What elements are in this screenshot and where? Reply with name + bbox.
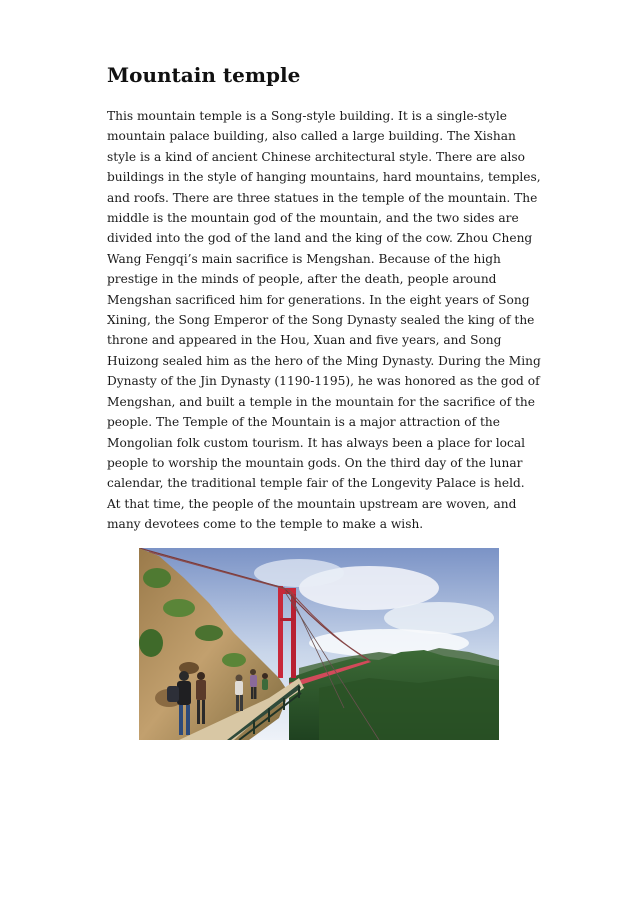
paragraph-line: divided into the god of the land and the king of the cow. Zhou Cheng xyxy=(107,231,533,246)
paragraph-line: Huizong sealed him as the hero of the Ming Dynasty. During the Ming xyxy=(107,353,541,368)
paragraph-line: many devotees come to the temple to make a wish. xyxy=(107,517,424,532)
paragraph-line: At that time, the people of the mountain upstream are woven, and xyxy=(107,496,517,511)
paragraph-line: people. The Temple of the Mountain is a major attraction of the xyxy=(107,415,500,430)
shrub xyxy=(143,568,171,588)
paragraph-line: prestige in the minds of people, after the death, people around xyxy=(107,272,497,287)
paragraph-line: Mongolian folk custom tourism. It has always been a place for local xyxy=(107,435,526,450)
paragraph-line: Dynasty of the Jin Dynasty (1190-1195), he was honored as the god of xyxy=(107,374,540,389)
paragraph-line: Xining, the Song Emperor of the Song Dynasty sealed the king of the xyxy=(107,313,535,328)
cloud xyxy=(254,559,344,587)
paragraph-line: Mengshan sacrificed him for generations. In the eight years of Song xyxy=(107,292,530,307)
mountain-bridge-photo xyxy=(139,548,499,740)
paragraph-line: Mengshan, and built a temple in the mountain for the sacrifice of the xyxy=(107,394,535,409)
hiker xyxy=(235,675,243,712)
paragraph-line: style is a kind of ancient Chinese architectural style. There are also xyxy=(107,149,526,164)
bridge-tower xyxy=(278,586,283,678)
hiker xyxy=(262,673,268,690)
paragraph-line: throne and appeared in the Hou, Xuan and five years, and Song xyxy=(107,333,502,348)
paragraph-line: middle is the mountain god of the mountain, and the two sides are xyxy=(107,211,519,226)
paragraph-line: This mountain temple is a Song-style building. It is a single-style xyxy=(107,109,507,123)
page-title: Mountain temple xyxy=(107,63,301,87)
paragraph-line: people to worship the mountain gods. On the third day of the lunar xyxy=(107,455,523,470)
paragraph-line: calendar, the traditional temple fair of the Longevity Palace is held. xyxy=(107,476,525,491)
paragraph-line: and roofs. There are three statues in the temple of the mountain. The xyxy=(107,190,538,205)
paragraph-line: buildings in the style of hanging mountains, hard mountains, temples, xyxy=(107,170,541,185)
paragraph-line: mountain palace building, also called a large building. The Xishan xyxy=(107,129,516,144)
body-paragraph xyxy=(107,106,541,535)
paragraph-line: Wang Fengqi’s main sacrifice is Mengshan. Because of the high xyxy=(107,251,501,266)
